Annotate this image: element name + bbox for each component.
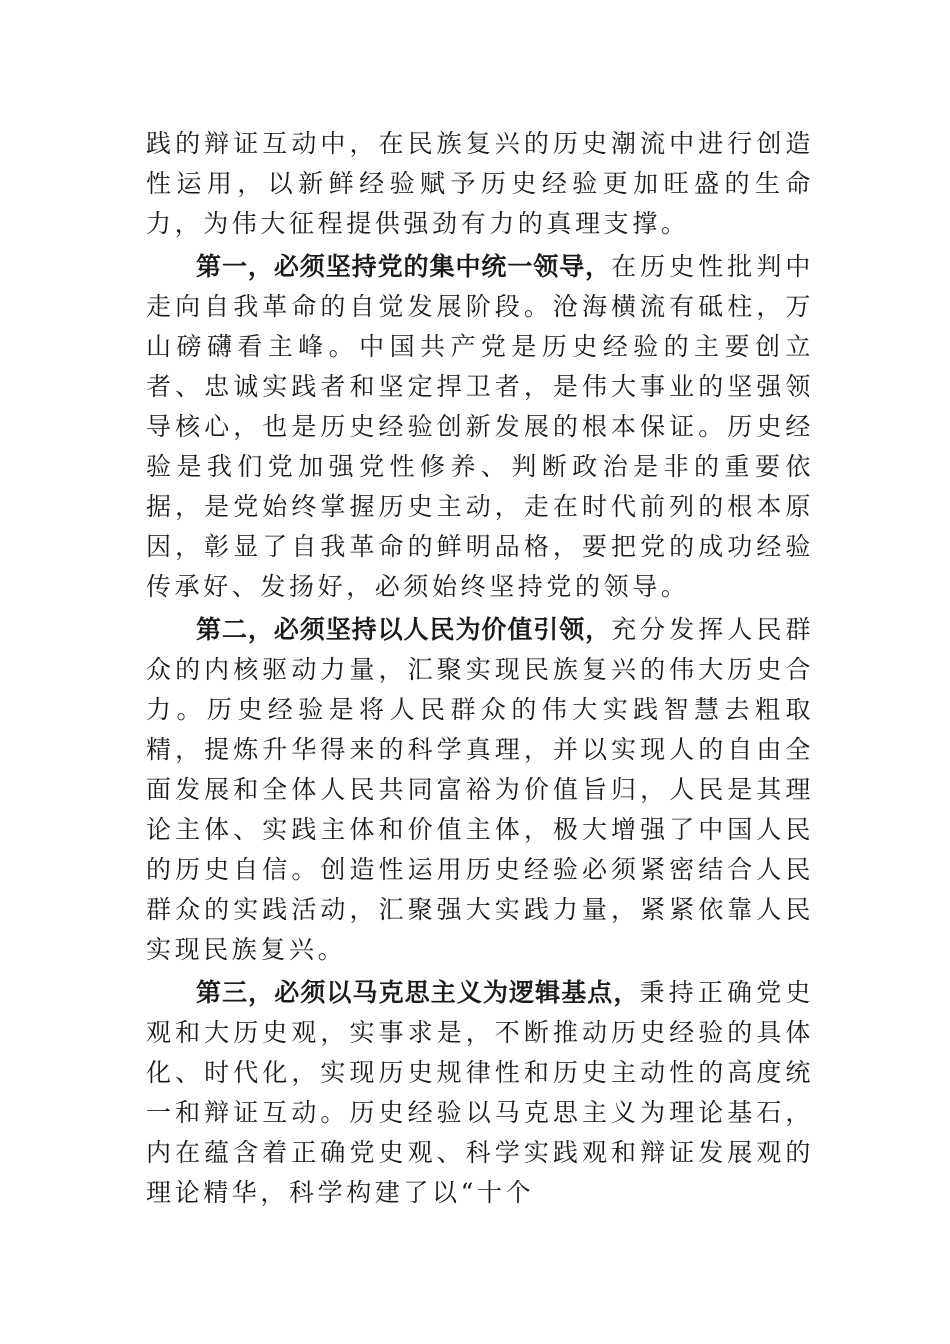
paragraph-text: 在历史性批判中走向自我革命的自觉发展阶段。沧海横流有砥柱，万山磅礴看主峰。中国共产党是历史经验的主要创立者、忠诚实践者和坚定捍卫者，是伟大事业的坚强领导核心，也是历史经验创新发展的根本保证。历史经验是我们党加强党性修养、判断政治是非的重要依据，是党始终掌握历史主动，走在时代前列的根本原因，彰显了自我革命的鲜明品格，要把党的成功经验传承好、发扬好，必须始终坚持党的领导。 xyxy=(146,252,814,601)
document-body xyxy=(146,124,814,1216)
paragraph-text: 秉持正确党史观和大历史观，实事求是，不断推动历史经验的具体化、时代化，实现历史规律性和历史主动性的高度统一和辩证互动。历史经验以马克思主义为理论基石，内在蕴含着正确党史观、科学实践观和辩证发展观的理论精华，科学构建了以“十个 xyxy=(146,978,814,1207)
paragraph-lead-bold: 第二，必须坚持以人民为价值引领， xyxy=(196,615,612,644)
paragraph-second-principle xyxy=(146,610,814,970)
paragraph-lead-bold: 第三，必须以马克思主义为逻辑基点， xyxy=(196,978,640,1007)
paragraph-text: 充分发挥人民群众的内核驱动力量，汇聚实现民族复兴的伟大历史合力。历史经验是将人民群众的伟大实践智慧去粗取精，提炼升华得来的科学真理，并以实现人的自由全面发展和全体人民共同富裕为价值旨归，人民是其理论主体、实践主体和价值主体，极大增强了中国人民的历史自信。创造性运用历史经验必须紧密结合人民群众的实践活动，汇聚强大实践力量，紧紧依靠人民实现民族复兴。 xyxy=(146,615,814,964)
paragraph-third-principle xyxy=(146,973,814,1213)
paragraph-lead-bold: 第一，必须坚持党的集中统一领导， xyxy=(196,252,612,281)
paragraph-text: 践的辩证互动中，在民族复兴的历史潮流中进行创造性运用，以新鲜经验赋予历史经验更加旺盛的生命力，为伟大征程提供强劲有力的真理支撑。 xyxy=(146,129,814,238)
paragraph-first-principle xyxy=(146,247,814,607)
paragraph-continuation xyxy=(146,124,814,244)
